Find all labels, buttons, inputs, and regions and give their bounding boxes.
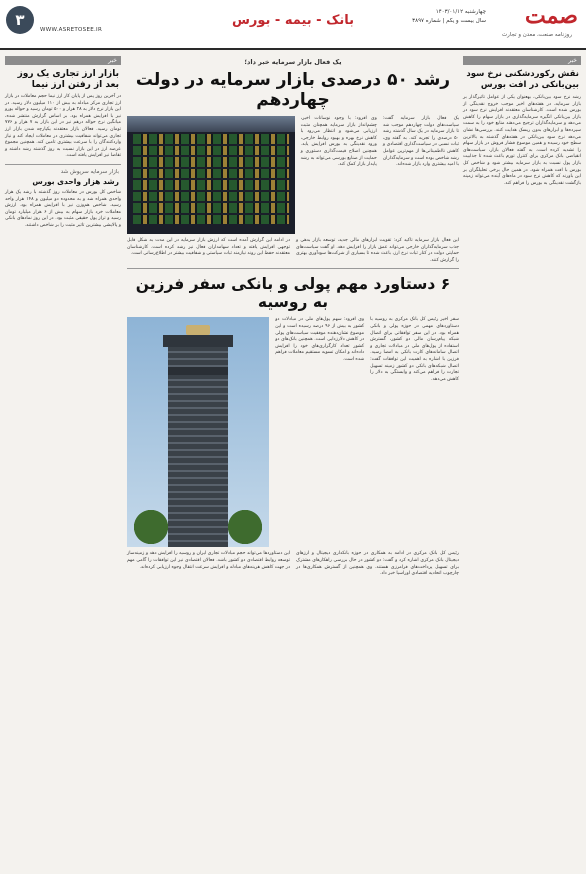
article-body: در آخرین روز پس از پایان کار ارز نیما حجم معاملات در بازار ارز تجاری مرکز مبادله به بیش از ۱۱۰ میلیون دلار رسید. در این بازار نرخ دلار به ۲۸ هزار و ۵۰۰ تومان رسید و حواله یورو نیز با افزایش همراه بود. بر اساس گزارش منتشر شده، میانگین نرخ حواله درهم نیز در این بازار به ۷ هزار و ۷۷۶ تومان رسید. فعالان بازار معتقدند یکپارچه شدن بازار ارز تجاری می‌تواند شفافیت بیشتری در معاملات ایجاد کند و نیاز واردکنندگان را با سرعت بیشتری تامین کند. همچنین مجموع عرضه ارز در این بازار نسبت به روز گذشته رشد داشته و تقاضا نیز افزایش یافته است. [5, 94, 121, 159]
article-columns [127, 317, 459, 547]
article-title: بازار ارز تجاری یک روز بعد از رفتن ارز نیما [17, 69, 119, 90]
page-header [0, 0, 586, 50]
article-body: این دستاوردها می‌تواند حجم مبادلات تجاری ایران و روسیه را افزایش دهد و زمینه‌ساز توسعه روابط اقتصادی دو کشور باشد. فعالان اقتصادی نیز این توافقات را گامی مهم در جهت کاهش هزینه‌های مبادله و افزایش سرعت انتقال وجوه ارزیابی کرده‌اند. [127, 551, 290, 570]
left-column [5, 56, 121, 868]
photo-element [163, 335, 233, 347]
second-headline: ۶ دستاورد مهم پولی و بانکی سفر فرزین به روسیه [135, 275, 451, 312]
article-body: رشد نرخ سود بین‌بانکی، بهعنوان یکی از عوامل تاثیرگذار بر بازار سرمایه، در هفته‌های اخیر موجب خروج نقدینگی از بورس شده است. کارشناسان معتقدند افزایش نرخ سود در بازار بین‌بانکی انگیزه سرمایه‌گذاری در بازار سهام را کاهش می‌دهد و سرمایه‌گذاران ترجیح می‌دهند منابع خود را به سمت سپرده‌ها و ابزارهای بدون ریسک هدایت کنند. بررسی‌ها نشان می‌دهد نرخ سود بین‌بانکی در هفته‌های گذشته به بالاترین سطح خود رسیده و همین موضوع فشار فروش در بازار سهام را تشدید کرده است. به گفته فعالان بازار، سیاست‌های انقباضی بانک مرکزی برای کنترل تورم باعث شده تا جذابیت بازار پول نسبت به بازار سرمایه بیشتر شود و شاخص کل بورس با افت همراه شود. در همین حال برخی تحلیلگران بر این باورند که کاهش نرخ سود در ماه‌های آینده می‌تواند زمینه بازگشت نقدینگی به بورس را فراهم کند. [463, 95, 581, 186]
section-title: بانک - بیمه - بورس [231, 13, 355, 28]
photo-element [168, 347, 228, 547]
headline-kicker: یک فعال بازار سرمایه خبر داد؛ [244, 58, 342, 66]
article-body: سفر اخیر رئیس کل بانک مرکزی به روسیه با دستاوردهای مهمی در حوزه پولی و بانکی همراه بود. در این سفر توافقاتی برای اتصال شبکه پیام‌رسان مالی دو کشور، گسترش استفاده از پول‌های ملی در مبادلات تجاری و اتصال سامانه‌های کارت بانکی به امضا رسید. فرزین با اشاره به اهمیت این توافقات گفت: اتصال شبکه‌های بانکی دو کشور زمینه تسهیل تجارت را فراهم می‌کند و وابستگی به دلار را کاهش می‌دهد. [370, 317, 459, 382]
article-title: نقش رکوردشکنی نرخ سود بین‌بانکی در افت بورس [466, 69, 579, 90]
divider [5, 164, 121, 165]
issue-number: سال بیست و یکم | شماره ۳۸۹۷ [412, 18, 486, 24]
main-headline: رشد ۵۰ درصدی بازار سرمایه در دولت چهاردهم [135, 70, 451, 110]
article-kicker: بازار سرمایه سرپوش شد [60, 168, 119, 175]
news-tag: خبر [5, 56, 121, 65]
photo-element [127, 116, 295, 132]
article-body: این فعال بازار سرمایه تاکید کرد: تقویت ابزارهای مالی جدید، توسعه بازار بدهی و جذب سرمایه‌گذاران خارجی می‌تواند عمق بازار را افزایش دهد. او گفت سیاست‌های حمایتی دولت در کنار ثبات نرخ ارز، باعث شده تا بسیاری از شرکت‌ها سودآوری بهتری را گزارش کنند. [296, 238, 459, 263]
center-section [127, 56, 459, 868]
article-columns [127, 238, 459, 264]
page-number-badge: ۳ [6, 6, 34, 34]
article-body: رئیس کل بانک مرکزی در ادامه به همکاری در حوزه بانکداری دیجیتال و ارزهای دیجیتال بانک مرکزی اشاره کرد و گفت: دو کشور در حال بررسی راهکارهای مشترک برای تسهیل پرداخت‌های فرامرزی هستند. وی همچنین از گسترش همکاری‌ها در چارچوب اتحادیه اقتصادی اوراسیا خبر داد. [296, 551, 459, 577]
photo-element [225, 507, 265, 547]
article-body: وی افزود: سهم پول‌های ملی در مبادلات دو کشور به بیش از ۹۶ درصد رسیده است و این موضوع نشان‌دهنده موفقیت سیاست‌های پولی در کاهش دلارزدایی است. همچنین بانک‌های دو کشور تعداد کارگزاری‌های خود را افزایش داده‌اند و امکان تسویه مستقیم معاملات فراهم شده است. [275, 317, 365, 362]
site-url: WWW.ASRETOSEE.IR [40, 27, 103, 33]
article-body: یک فعال بازار سرمایه گفت: سیاست‌های دولت چهاردهم موجب شد تا بازار سرمایه در یک سال گذشته رشد ۵۰ درصدی را تجربه کند. به گفته وی، ثبات نسبی در سیاست‌گذاری اقتصادی و کاهش نااطمینانی‌ها از مهم‌ترین عوامل رشد شاخص بوده است و سرمایه‌گذاران با امید بیشتری وارد بازار شده‌اند. [382, 116, 459, 168]
article-columns [127, 551, 459, 577]
bank-tower-photo [127, 317, 269, 547]
divider [127, 268, 459, 269]
logo-subtitle: روزنامه صنعت، معدن و تجارت [502, 32, 572, 38]
stock-board-photo [127, 116, 295, 234]
news-tag: خبر [463, 56, 581, 65]
article-body: وی افزود: با وجود نوسانات اخیر، چشم‌انداز بازار سرمایه همچنان مثبت ارزیابی می‌شود و انتظار می‌رود با کاهش نرخ بهره و بهبود روابط خارجی، ورود نقدینگی به بورس افزایش یابد. همچنین اصلاح قیمت‌گذاری دستوری و حمایت از صنایع بورسی می‌تواند به رشد پایدار بازار کمک کند. [300, 116, 377, 168]
logo-text: صمت [524, 3, 578, 29]
issue-date: چهارشنبه ۱۴۰۳/۰۱/۱۲ [435, 9, 486, 15]
photo-element [131, 507, 171, 547]
article-title: رشد هزار واحدی بورس [32, 176, 119, 186]
article-body: در ادامه این گزارش آمده است که ارزش بازار سرمایه در این مدت به شکل قابل توجهی افزایش یافته و تعداد سهامداران فعال نیز رشد کرده است. کارشناسان معتقدند حفظ این روند نیازمند ثبات سیاستی و شفافیت بیشتر در اطلاع‌رسانی است. [127, 238, 290, 257]
right-column [463, 56, 581, 868]
article-body: شاخص کل بورس در معاملات روز گذشته با رشد یک هزار واحدی همراه شد و به محدوده دو میلیون و ۱۴۸ هزار واحد رسید. شاخص هم‌وزن نیز با افزایش همراه بود. ارزش معاملات خرد بازار سهام به بیش از ۶ هزار میلیارد تومان رسید و تراز پول حقیقی مثبت بود. در این روز نمادهای بانکی و پالایشی بیشترین تاثیر مثبت را بر شاخص داشتند. [5, 189, 121, 228]
article-columns [127, 116, 459, 234]
photo-element [186, 325, 210, 335]
photo-element [133, 134, 289, 224]
